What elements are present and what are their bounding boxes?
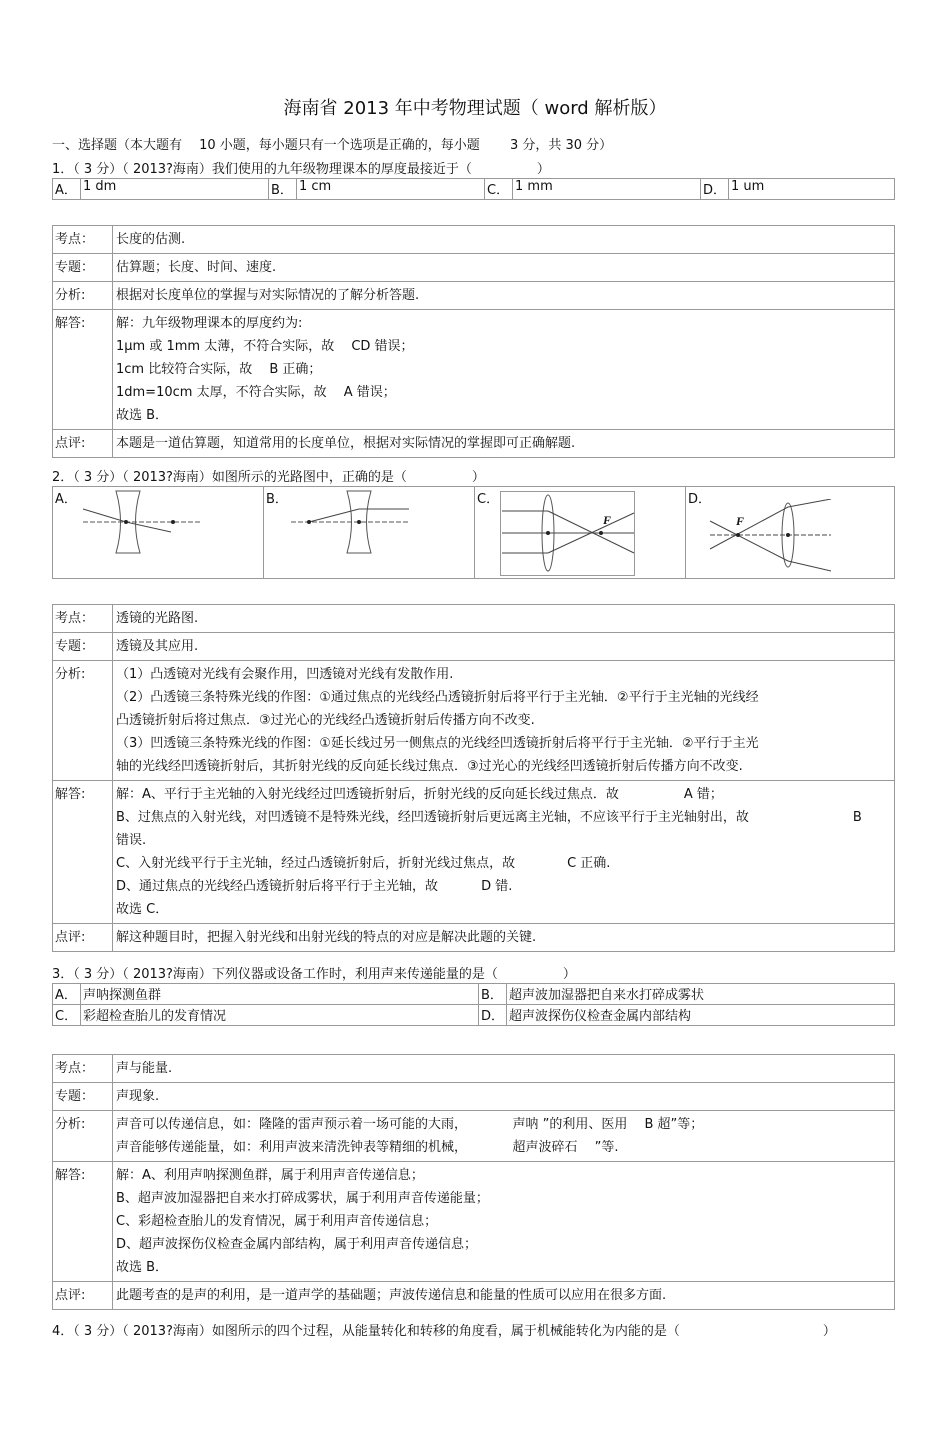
key-label: 分析:: [53, 661, 113, 781]
figure-cell-c: [475, 487, 686, 579]
key-label: 点评:: [53, 430, 113, 458]
key-label: 解答:: [53, 1162, 113, 1282]
convex-lens-diagram-c: [500, 491, 635, 576]
question-2-figures: [52, 486, 895, 579]
option-text: 1 cm: [297, 179, 485, 200]
fenxi-line: 凸透镜折射后将过焦点．③过光心的光线经凸透镜折射后传播方向不改变.: [116, 713, 535, 728]
question-1-options: [52, 178, 895, 200]
option-text: 超声波探伤仪检查金属内部结构: [507, 1005, 895, 1026]
key-label: 点评:: [53, 1282, 113, 1310]
option-text: 1 mm: [513, 179, 701, 200]
option-label: B．: [269, 179, 297, 200]
question-1-stem: 1．（ 3 分）（ 2013?海南）我们使用的九年级物理课本的厚度最接近于（ ）: [52, 162, 550, 177]
option-label: D．: [688, 492, 712, 507]
zhuanti-text: 估算题；长度、时间、速度.: [113, 254, 895, 282]
jieda-line: C、入射光线平行于主光轴，经过凸透镜折射后，折射光线过焦点，故 C 正确.: [116, 856, 611, 871]
jieda-line: 故选 C．: [116, 902, 169, 917]
option-label: C．: [485, 179, 513, 200]
jieda-line: 故选 B．: [116, 1260, 169, 1275]
jieda-block: [113, 310, 895, 430]
jieda-block: [113, 781, 895, 924]
fenxi-line: （2）凸透镜三条特殊光线的作图：①通过焦点的光线经凸透镜折射后将平行于主光轴．②平行于主光轴的光线经: [116, 690, 759, 705]
question-3-analysis: [52, 1054, 895, 1310]
question-1-analysis: [52, 225, 895, 458]
fenxi-line: 声音能够传递能量，如：利用声波来清洗钟表等精细的机械， 超声波碎石 ”等.: [116, 1140, 619, 1155]
concave-lens-diagram-b: [289, 489, 439, 559]
option-label: C．: [477, 492, 500, 507]
jieda-line: 解：A、平行于主光轴的入射光线经过凹透镜折射后，折射光线的反向延长线过焦点．故 A 错；: [116, 787, 723, 802]
zhuanti-text: 声现象.: [113, 1083, 895, 1111]
key-label: 专题：: [53, 633, 113, 661]
option-label: A．: [55, 492, 77, 507]
key-label: 分析:: [53, 1111, 113, 1162]
fenxi-text: 根据对长度单位的掌握与对实际情况的了解分析答题.: [113, 282, 895, 310]
jieda-line: 1dm=10cm 太厚，不符合实际，故 A 错误；: [116, 385, 396, 400]
jieda-line: B、超声波加湿器把自来水打碎成雾状，属于利用声音传递能量；: [116, 1191, 489, 1206]
question-2-analysis: [52, 604, 895, 952]
convex-lens-diagram-d: [708, 499, 833, 574]
key-label: 解答:: [53, 781, 113, 924]
option-text: 1 dm: [81, 179, 269, 200]
fenxi-block: [113, 1111, 895, 1162]
jieda-line: C、彩超检查胎儿的发育情况，属于利用声音传递信息；: [116, 1214, 438, 1229]
key-label: 分析:: [53, 282, 113, 310]
option-text: 彩超检查胎儿的发育情况: [81, 1005, 479, 1026]
figure-cell-b: [264, 487, 475, 579]
option-text: 1 um: [729, 179, 895, 200]
key-label: 专题：: [53, 254, 113, 282]
jieda-line: 故选 B．: [116, 408, 169, 423]
kaodian-text: 声与能量.: [113, 1055, 895, 1083]
fenxi-line: 轴的光线经凹透镜折射后，其折射光线的反向延长线过焦点．③过光心的光线经凹透镜折射后传播方向不改变.: [116, 759, 743, 774]
option-label: B．: [479, 984, 507, 1005]
figure-cell-a: [53, 487, 264, 579]
jieda-line: 解：九年级物理课本的厚度约为:: [116, 316, 303, 331]
key-label: 考点：: [53, 605, 113, 633]
figure-cell-d: [686, 487, 895, 579]
dianping-text: 此题考查的是声的利用，是一道声学的基础题；声波传递信息和能量的性质可以应用在很多方面.: [113, 1282, 895, 1310]
zhuanti-text: 透镜及其应用.: [113, 633, 895, 661]
option-label: D．: [701, 179, 729, 200]
jieda-line: 1cm 比较符合实际，故 B 正确；: [116, 362, 322, 377]
key-label: 点评:: [53, 924, 113, 952]
fenxi-block: [113, 661, 895, 781]
key-label: 考点：: [53, 226, 113, 254]
focus-label-d: F: [736, 514, 745, 528]
dianping-text: 解这种题目时，把握入射光线和出射光线的特点的对应是解决此题的关键.: [113, 924, 895, 952]
question-3-stem: 3．（ 3 分）（ 2013?海南）下列仪器或设备工作时，利用声来传递能量的是（ ）: [52, 967, 576, 982]
key-label: 专题：: [53, 1083, 113, 1111]
kaodian-text: 长度的估测.: [113, 226, 895, 254]
fenxi-line: 声音可以传递信息，如：隆隆的雷声预示着一场可能的大雨， 声呐 ”的利用、医用 B 超”等；: [116, 1117, 704, 1132]
key-label: 解答:: [53, 310, 113, 430]
dianping-text: 本题是一道估算题，知道常用的长度单位，根据对实际情况的掌握即可正确解题.: [113, 430, 895, 458]
jieda-line: 错误.: [116, 833, 147, 848]
option-label: C．: [53, 1005, 81, 1026]
section-heading: 一、选择题（本大题有 10 小题，每小题只有一个选项是正确的，每小题 3 分，共 30 分）: [52, 138, 613, 153]
jieda-line: 1μm 或 1mm 太薄，不符合实际，故 CD 错误；: [116, 339, 414, 354]
option-label: B．: [266, 492, 288, 507]
question-3-options: [52, 983, 895, 1026]
jieda-block: [113, 1162, 895, 1282]
option-text: 超声波加湿器把自来水打碎成雾状: [507, 984, 895, 1005]
question-2-stem: 2．（ 3 分）（ 2013?海南）如图所示的光路图中，正确的是（ ）: [52, 470, 485, 485]
option-label: D．: [479, 1005, 507, 1026]
fenxi-line: （1）凸透镜对光线有会聚作用，凹透镜对光线有发散作用.: [116, 667, 454, 682]
concave-lens-diagram-a: [81, 489, 231, 559]
jieda-line: B、过焦点的入射光线，对凹透镜不是特殊光线，经凹透镜折射后更远离主光轴，不应该平行于主光轴射出，故 B: [116, 810, 862, 825]
jieda-line: 解：A、利用声呐探测鱼群，属于利用声音传递信息；: [116, 1168, 424, 1183]
question-4-stem: 4．（ 3 分）（ 2013?海南）如图所示的四个过程，从能量转化和转移的角度看，属于机械能转化为内能的是（ ）: [52, 1324, 836, 1339]
focus-label-c: F: [603, 513, 612, 527]
option-label: A．: [53, 179, 81, 200]
option-text: 声呐探测鱼群: [81, 984, 479, 1005]
jieda-line: D、超声波探伤仪检查金属内部结构，属于利用声音传递信息；: [116, 1237, 478, 1252]
page-title: 海南省 2013 年中考物理试题（ word 解析版）: [283, 98, 667, 119]
key-label: 考点：: [53, 1055, 113, 1083]
kaodian-text: 透镜的光路图.: [113, 605, 895, 633]
jieda-line: D、通过焦点的光线经凸透镜折射后将平行于主光轴，故 D 错.: [116, 879, 513, 894]
option-label: A．: [53, 984, 81, 1005]
fenxi-line: （3）凹透镜三条特殊光线的作图：①延长线过另一侧焦点的光线经凹透镜折射后将平行于主光轴．②平行于主光: [116, 736, 759, 751]
